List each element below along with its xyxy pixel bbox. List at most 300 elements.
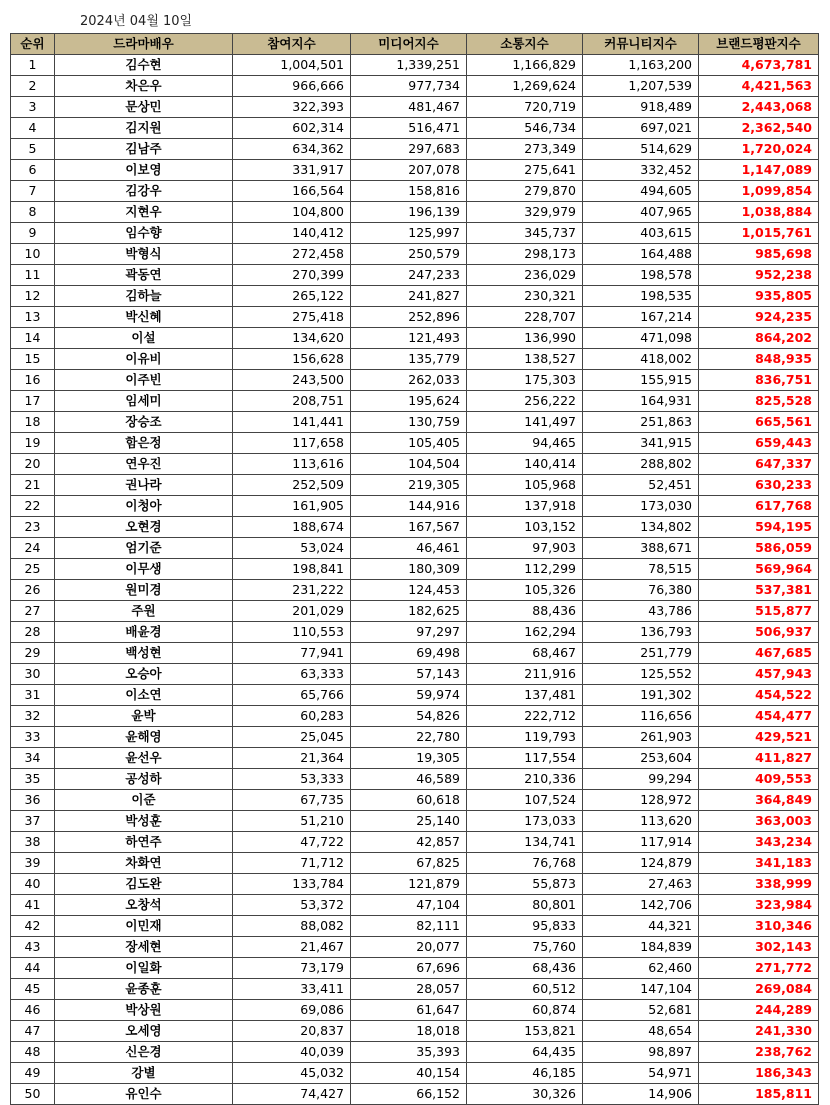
- participation-cell: 69,086: [233, 1000, 351, 1021]
- brand-index-cell: 825,528: [699, 391, 819, 412]
- table-row: [11, 370, 819, 391]
- media-cell: 125,997: [351, 223, 467, 244]
- header-actor: 드라마배우: [55, 34, 233, 55]
- rank-cell: 50: [11, 1084, 55, 1105]
- communication-cell: 134,741: [467, 832, 583, 853]
- communication-cell: 103,152: [467, 517, 583, 538]
- table-row: [11, 538, 819, 559]
- actor-name-cell: 엄기준: [55, 538, 233, 559]
- media-cell: 247,233: [351, 265, 467, 286]
- media-cell: 25,140: [351, 811, 467, 832]
- table-row: [11, 706, 819, 727]
- communication-cell: 546,734: [467, 118, 583, 139]
- actor-name-cell: 문상민: [55, 97, 233, 118]
- participation-cell: 188,674: [233, 517, 351, 538]
- brand-index-cell: 338,999: [699, 874, 819, 895]
- brand-index-cell: 363,003: [699, 811, 819, 832]
- community-cell: 191,302: [583, 685, 699, 706]
- rank-cell: 12: [11, 286, 55, 307]
- participation-cell: 966,666: [233, 76, 351, 97]
- community-cell: 173,030: [583, 496, 699, 517]
- participation-cell: 275,418: [233, 307, 351, 328]
- participation-cell: 133,784: [233, 874, 351, 895]
- rank-cell: 3: [11, 97, 55, 118]
- rank-cell: 22: [11, 496, 55, 517]
- media-cell: 241,827: [351, 286, 467, 307]
- table-row: [11, 643, 819, 664]
- rank-cell: 29: [11, 643, 55, 664]
- rank-cell: 14: [11, 328, 55, 349]
- community-cell: 62,460: [583, 958, 699, 979]
- media-cell: 167,567: [351, 517, 467, 538]
- media-cell: 67,696: [351, 958, 467, 979]
- brand-index-cell: 935,805: [699, 286, 819, 307]
- actor-name-cell: 오세영: [55, 1021, 233, 1042]
- brand-index-cell: 665,561: [699, 412, 819, 433]
- community-cell: 403,615: [583, 223, 699, 244]
- actor-name-cell: 오승아: [55, 664, 233, 685]
- participation-cell: 53,333: [233, 769, 351, 790]
- table-row: [11, 1042, 819, 1063]
- table-row: [11, 769, 819, 790]
- media-cell: 46,589: [351, 769, 467, 790]
- table-row: [11, 307, 819, 328]
- table-row: [11, 1063, 819, 1084]
- community-cell: 494,605: [583, 181, 699, 202]
- rank-cell: 24: [11, 538, 55, 559]
- rank-cell: 41: [11, 895, 55, 916]
- table-row: [11, 853, 819, 874]
- media-cell: 105,405: [351, 433, 467, 454]
- actor-name-cell: 윤종훈: [55, 979, 233, 1000]
- actor-name-cell: 윤선우: [55, 748, 233, 769]
- actor-name-cell: 주원: [55, 601, 233, 622]
- rank-cell: 25: [11, 559, 55, 580]
- community-cell: 124,879: [583, 853, 699, 874]
- brand-index-cell: 537,381: [699, 580, 819, 601]
- media-cell: 1,339,251: [351, 55, 467, 76]
- brand-index-cell: 343,234: [699, 832, 819, 853]
- table-row: [11, 76, 819, 97]
- communication-cell: 279,870: [467, 181, 583, 202]
- brand-index-cell: 409,553: [699, 769, 819, 790]
- brand-index-cell: 985,698: [699, 244, 819, 265]
- community-cell: 54,971: [583, 1063, 699, 1084]
- actor-name-cell: 유인수: [55, 1084, 233, 1105]
- rank-cell: 2: [11, 76, 55, 97]
- table-row: [11, 286, 819, 307]
- community-cell: 471,098: [583, 328, 699, 349]
- community-cell: 251,863: [583, 412, 699, 433]
- participation-cell: 110,553: [233, 622, 351, 643]
- communication-cell: 105,968: [467, 475, 583, 496]
- participation-cell: 71,712: [233, 853, 351, 874]
- actor-name-cell: 함은정: [55, 433, 233, 454]
- table-row: [11, 727, 819, 748]
- brand-index-cell: 241,330: [699, 1021, 819, 1042]
- media-cell: 61,647: [351, 1000, 467, 1021]
- brand-index-cell: 269,084: [699, 979, 819, 1000]
- rank-cell: 16: [11, 370, 55, 391]
- media-cell: 207,078: [351, 160, 467, 181]
- brand-index-cell: 1,720,024: [699, 139, 819, 160]
- media-cell: 130,759: [351, 412, 467, 433]
- participation-cell: 231,222: [233, 580, 351, 601]
- brand-index-cell: 586,059: [699, 538, 819, 559]
- media-cell: 252,896: [351, 307, 467, 328]
- actor-name-cell: 임세미: [55, 391, 233, 412]
- actor-name-cell: 공성하: [55, 769, 233, 790]
- participation-cell: 40,039: [233, 1042, 351, 1063]
- brand-index-cell: 2,443,068: [699, 97, 819, 118]
- table-row: [11, 412, 819, 433]
- actor-name-cell: 박성훈: [55, 811, 233, 832]
- communication-cell: 1,166,829: [467, 55, 583, 76]
- rank-cell: 34: [11, 748, 55, 769]
- media-cell: 250,579: [351, 244, 467, 265]
- communication-cell: 107,524: [467, 790, 583, 811]
- rank-cell: 28: [11, 622, 55, 643]
- report-date: 2024년 04월 10일: [80, 14, 193, 29]
- media-cell: 196,139: [351, 202, 467, 223]
- community-cell: 128,972: [583, 790, 699, 811]
- participation-cell: 161,905: [233, 496, 351, 517]
- rank-cell: 42: [11, 916, 55, 937]
- community-cell: 514,629: [583, 139, 699, 160]
- community-cell: 113,620: [583, 811, 699, 832]
- media-cell: 59,974: [351, 685, 467, 706]
- rank-cell: 5: [11, 139, 55, 160]
- brand-index-cell: 4,421,563: [699, 76, 819, 97]
- communication-cell: 256,222: [467, 391, 583, 412]
- table-row: [11, 1021, 819, 1042]
- community-cell: 418,002: [583, 349, 699, 370]
- rank-cell: 1: [11, 55, 55, 76]
- media-cell: 121,493: [351, 328, 467, 349]
- participation-cell: 25,045: [233, 727, 351, 748]
- rank-cell: 36: [11, 790, 55, 811]
- communication-cell: 64,435: [467, 1042, 583, 1063]
- communication-cell: 329,979: [467, 202, 583, 223]
- actor-name-cell: 박상원: [55, 1000, 233, 1021]
- community-cell: 184,839: [583, 937, 699, 958]
- table-row: [11, 664, 819, 685]
- rank-cell: 49: [11, 1063, 55, 1084]
- community-cell: 918,489: [583, 97, 699, 118]
- actor-name-cell: 이보영: [55, 160, 233, 181]
- communication-cell: 76,768: [467, 853, 583, 874]
- header-participation: 참여지수: [233, 34, 351, 55]
- media-cell: 19,305: [351, 748, 467, 769]
- rank-cell: 37: [11, 811, 55, 832]
- brand-index-cell: 244,289: [699, 1000, 819, 1021]
- community-cell: 76,380: [583, 580, 699, 601]
- brand-index-cell: 467,685: [699, 643, 819, 664]
- communication-cell: 105,326: [467, 580, 583, 601]
- community-cell: 134,802: [583, 517, 699, 538]
- brand-index-cell: 924,235: [699, 307, 819, 328]
- table-row: [11, 328, 819, 349]
- communication-cell: 236,029: [467, 265, 583, 286]
- media-cell: 22,780: [351, 727, 467, 748]
- community-cell: 407,965: [583, 202, 699, 223]
- communication-cell: 222,712: [467, 706, 583, 727]
- media-cell: 18,018: [351, 1021, 467, 1042]
- actor-name-cell: 박신혜: [55, 307, 233, 328]
- participation-cell: 21,467: [233, 937, 351, 958]
- brand-index-cell: 457,943: [699, 664, 819, 685]
- communication-cell: 141,497: [467, 412, 583, 433]
- participation-cell: 141,441: [233, 412, 351, 433]
- community-cell: 98,897: [583, 1042, 699, 1063]
- participation-cell: 63,333: [233, 664, 351, 685]
- brand-index-cell: 836,751: [699, 370, 819, 391]
- community-cell: 48,654: [583, 1021, 699, 1042]
- communication-cell: 136,990: [467, 328, 583, 349]
- media-cell: 67,825: [351, 853, 467, 874]
- community-cell: 136,793: [583, 622, 699, 643]
- rank-cell: 45: [11, 979, 55, 1000]
- media-cell: 82,111: [351, 916, 467, 937]
- communication-cell: 173,033: [467, 811, 583, 832]
- header-community: 커뮤니티지수: [583, 34, 699, 55]
- communication-cell: 60,512: [467, 979, 583, 1000]
- community-cell: 332,452: [583, 160, 699, 181]
- participation-cell: 634,362: [233, 139, 351, 160]
- participation-cell: 104,800: [233, 202, 351, 223]
- brand-index-cell: 617,768: [699, 496, 819, 517]
- actor-name-cell: 오현경: [55, 517, 233, 538]
- media-cell: 180,309: [351, 559, 467, 580]
- actor-name-cell: 원미경: [55, 580, 233, 601]
- rank-cell: 13: [11, 307, 55, 328]
- table-row: [11, 559, 819, 580]
- actor-name-cell: 이준: [55, 790, 233, 811]
- media-cell: 121,879: [351, 874, 467, 895]
- participation-cell: 33,411: [233, 979, 351, 1000]
- communication-cell: 228,707: [467, 307, 583, 328]
- table-row: [11, 790, 819, 811]
- rank-cell: 18: [11, 412, 55, 433]
- participation-cell: 20,837: [233, 1021, 351, 1042]
- rank-cell: 26: [11, 580, 55, 601]
- actor-name-cell: 이유비: [55, 349, 233, 370]
- table-row: [11, 874, 819, 895]
- media-cell: 97,297: [351, 622, 467, 643]
- media-cell: 977,734: [351, 76, 467, 97]
- participation-cell: 45,032: [233, 1063, 351, 1084]
- table-row: [11, 475, 819, 496]
- rank-cell: 33: [11, 727, 55, 748]
- communication-cell: 60,874: [467, 1000, 583, 1021]
- actor-name-cell: 박형식: [55, 244, 233, 265]
- brand-index-cell: 569,964: [699, 559, 819, 580]
- actor-name-cell: 이주빈: [55, 370, 233, 391]
- actor-name-cell: 김수현: [55, 55, 233, 76]
- brand-index-cell: 429,521: [699, 727, 819, 748]
- actor-name-cell: 신은경: [55, 1042, 233, 1063]
- community-cell: 78,515: [583, 559, 699, 580]
- participation-cell: 47,722: [233, 832, 351, 853]
- actor-name-cell: 이민재: [55, 916, 233, 937]
- brand-index-cell: 271,772: [699, 958, 819, 979]
- media-cell: 262,033: [351, 370, 467, 391]
- rank-cell: 21: [11, 475, 55, 496]
- actor-name-cell: 이일화: [55, 958, 233, 979]
- table-row: [11, 265, 819, 286]
- table-row: [11, 97, 819, 118]
- media-cell: 104,504: [351, 454, 467, 475]
- actor-name-cell: 권나라: [55, 475, 233, 496]
- participation-cell: 67,735: [233, 790, 351, 811]
- participation-cell: 77,941: [233, 643, 351, 664]
- brand-index-cell: 454,477: [699, 706, 819, 727]
- media-cell: 20,077: [351, 937, 467, 958]
- table-row: [11, 580, 819, 601]
- media-cell: 297,683: [351, 139, 467, 160]
- rank-cell: 8: [11, 202, 55, 223]
- brand-index-cell: 515,877: [699, 601, 819, 622]
- rank-cell: 46: [11, 1000, 55, 1021]
- community-cell: 198,535: [583, 286, 699, 307]
- brand-index-cell: 185,811: [699, 1084, 819, 1105]
- community-cell: 697,021: [583, 118, 699, 139]
- table-row: [11, 160, 819, 181]
- communication-cell: 720,719: [467, 97, 583, 118]
- community-cell: 116,656: [583, 706, 699, 727]
- participation-cell: 51,210: [233, 811, 351, 832]
- actor-name-cell: 이청아: [55, 496, 233, 517]
- brand-index-cell: 1,038,884: [699, 202, 819, 223]
- communication-cell: 55,873: [467, 874, 583, 895]
- communication-cell: 138,527: [467, 349, 583, 370]
- media-cell: 57,143: [351, 664, 467, 685]
- communication-cell: 162,294: [467, 622, 583, 643]
- media-cell: 516,471: [351, 118, 467, 139]
- participation-cell: 322,393: [233, 97, 351, 118]
- media-cell: 481,467: [351, 97, 467, 118]
- table-row: [11, 622, 819, 643]
- community-cell: 52,451: [583, 475, 699, 496]
- brand-index-cell: 952,238: [699, 265, 819, 286]
- communication-cell: 30,326: [467, 1084, 583, 1105]
- media-cell: 42,857: [351, 832, 467, 853]
- participation-cell: 140,412: [233, 223, 351, 244]
- community-cell: 388,671: [583, 538, 699, 559]
- media-cell: 40,154: [351, 1063, 467, 1084]
- communication-cell: 68,467: [467, 643, 583, 664]
- table-row: [11, 1084, 819, 1105]
- community-cell: 147,104: [583, 979, 699, 1000]
- rank-cell: 15: [11, 349, 55, 370]
- rank-cell: 6: [11, 160, 55, 181]
- community-cell: 198,578: [583, 265, 699, 286]
- participation-cell: 88,082: [233, 916, 351, 937]
- table-header-row: [11, 34, 819, 55]
- table-row: [11, 1000, 819, 1021]
- communication-cell: 298,173: [467, 244, 583, 265]
- participation-cell: 243,500: [233, 370, 351, 391]
- actor-name-cell: 차은우: [55, 76, 233, 97]
- actor-name-cell: 윤박: [55, 706, 233, 727]
- brand-index-cell: 302,143: [699, 937, 819, 958]
- brand-index-cell: 341,183: [699, 853, 819, 874]
- header-rank: 순위: [11, 34, 55, 55]
- actor-name-cell: 곽동연: [55, 265, 233, 286]
- actor-name-cell: 김남주: [55, 139, 233, 160]
- rank-cell: 7: [11, 181, 55, 202]
- community-cell: 125,552: [583, 664, 699, 685]
- actor-name-cell: 김지원: [55, 118, 233, 139]
- participation-cell: 1,004,501: [233, 55, 351, 76]
- rank-cell: 35: [11, 769, 55, 790]
- communication-cell: 94,465: [467, 433, 583, 454]
- media-cell: 66,152: [351, 1084, 467, 1105]
- media-cell: 54,826: [351, 706, 467, 727]
- participation-cell: 117,658: [233, 433, 351, 454]
- header-brand-index: 브랜드평판지수: [699, 34, 819, 55]
- media-cell: 144,916: [351, 496, 467, 517]
- actor-name-cell: 하연주: [55, 832, 233, 853]
- communication-cell: 211,916: [467, 664, 583, 685]
- brand-index-cell: 1,099,854: [699, 181, 819, 202]
- participation-cell: 73,179: [233, 958, 351, 979]
- rank-cell: 19: [11, 433, 55, 454]
- brand-index-cell: 238,762: [699, 1042, 819, 1063]
- participation-cell: 53,372: [233, 895, 351, 916]
- communication-cell: 175,303: [467, 370, 583, 391]
- table-row: [11, 433, 819, 454]
- actor-name-cell: 김도완: [55, 874, 233, 895]
- media-cell: 219,305: [351, 475, 467, 496]
- actor-name-cell: 장세현: [55, 937, 233, 958]
- rank-cell: 30: [11, 664, 55, 685]
- community-cell: 27,463: [583, 874, 699, 895]
- table-row: [11, 601, 819, 622]
- community-cell: 288,802: [583, 454, 699, 475]
- media-cell: 46,461: [351, 538, 467, 559]
- participation-cell: 252,509: [233, 475, 351, 496]
- participation-cell: 270,399: [233, 265, 351, 286]
- header-media: 미디어지수: [351, 34, 467, 55]
- table-row: [11, 517, 819, 538]
- brand-index-cell: 310,346: [699, 916, 819, 937]
- media-cell: 158,816: [351, 181, 467, 202]
- participation-cell: 198,841: [233, 559, 351, 580]
- media-cell: 124,453: [351, 580, 467, 601]
- actor-name-cell: 백성현: [55, 643, 233, 664]
- table-row: [11, 223, 819, 244]
- communication-cell: 1,269,624: [467, 76, 583, 97]
- media-cell: 195,624: [351, 391, 467, 412]
- rank-cell: 48: [11, 1042, 55, 1063]
- rank-cell: 47: [11, 1021, 55, 1042]
- table-row: [11, 979, 819, 1000]
- community-cell: 142,706: [583, 895, 699, 916]
- table-row: [11, 895, 819, 916]
- actor-name-cell: 윤해영: [55, 727, 233, 748]
- participation-cell: 21,364: [233, 748, 351, 769]
- media-cell: 47,104: [351, 895, 467, 916]
- rank-cell: 32: [11, 706, 55, 727]
- brand-index-cell: 506,937: [699, 622, 819, 643]
- table-row: [11, 937, 819, 958]
- participation-cell: 331,917: [233, 160, 351, 181]
- brand-index-cell: 4,673,781: [699, 55, 819, 76]
- table-row: [11, 55, 819, 76]
- table-row: [11, 349, 819, 370]
- rank-cell: 44: [11, 958, 55, 979]
